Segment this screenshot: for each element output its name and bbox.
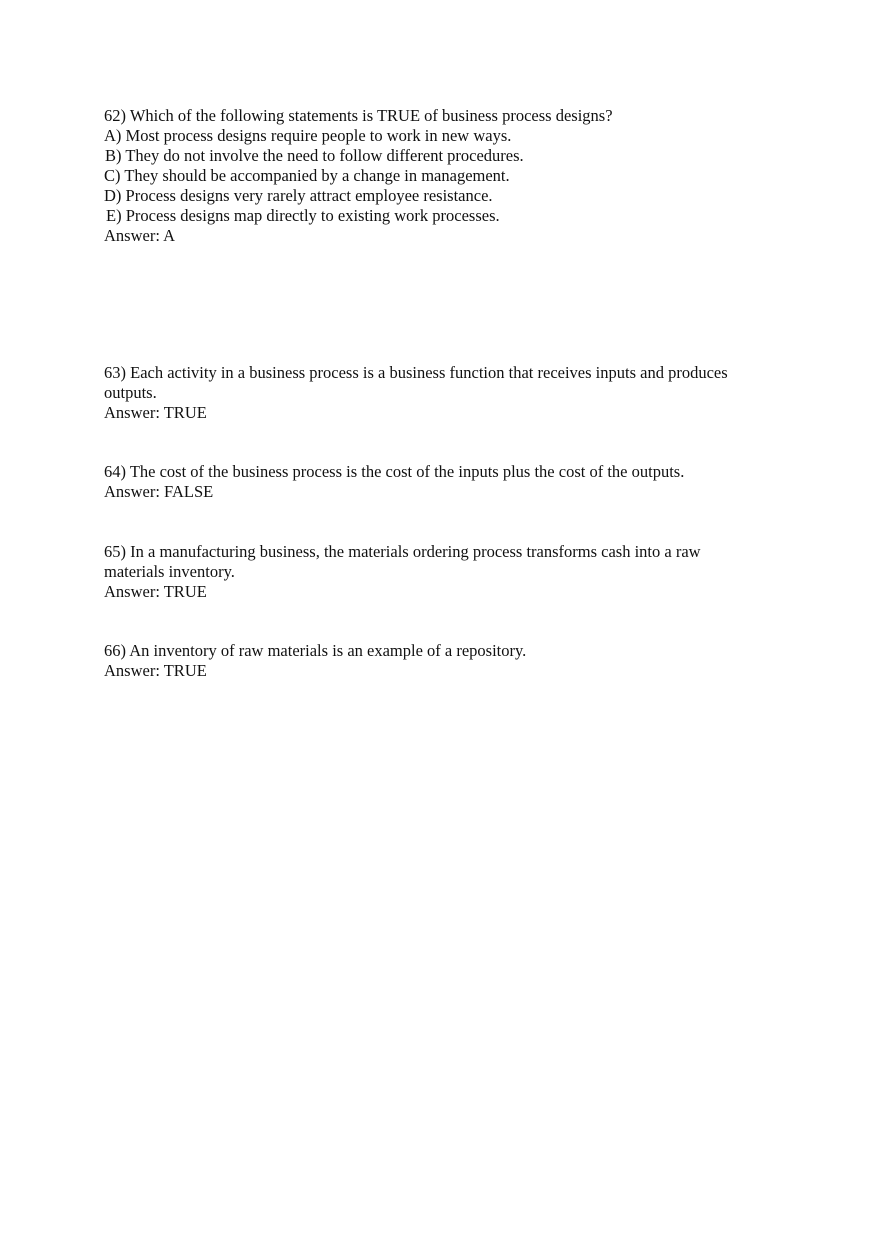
question-63 bbox=[104, 363, 784, 423]
question-66 bbox=[104, 641, 784, 681]
answer-key: Answer: A bbox=[104, 226, 176, 245]
question-stem: 63) Each activity in a business process is a business function that receives inputs and produces outputs. bbox=[104, 363, 728, 402]
question-stem: 65) In a manufacturing business, the materials ordering process transforms cash into a raw materials inventory. bbox=[104, 542, 701, 581]
question-64 bbox=[104, 462, 784, 502]
question-stem: 66) An inventory of raw materials is an example of a repository. bbox=[104, 641, 527, 660]
answer-key: Answer: TRUE bbox=[104, 403, 207, 422]
answer-key: Answer: FALSE bbox=[104, 482, 214, 501]
answer-option-a: A) Most process designs require people to work in new ways. bbox=[104, 126, 512, 145]
answer-key: Answer: TRUE bbox=[104, 582, 207, 601]
answer-key: Answer: TRUE bbox=[104, 661, 207, 680]
question-65 bbox=[104, 542, 744, 602]
question-62 bbox=[104, 106, 784, 246]
answer-option-e: E) Process designs map directly to existing work processes. bbox=[106, 206, 500, 225]
answer-option-b: B) They do not involve the need to follow different procedures. bbox=[105, 146, 524, 165]
question-stem: 62) Which of the following statements is TRUE of business process designs? bbox=[104, 106, 613, 125]
question-stem: 64) The cost of the business process is the cost of the inputs plus the cost of the outputs. bbox=[104, 462, 685, 481]
answer-option-c: C) They should be accompanied by a change in management. bbox=[104, 166, 510, 185]
answer-option-d: D) Process designs very rarely attract employee resistance. bbox=[104, 186, 493, 205]
